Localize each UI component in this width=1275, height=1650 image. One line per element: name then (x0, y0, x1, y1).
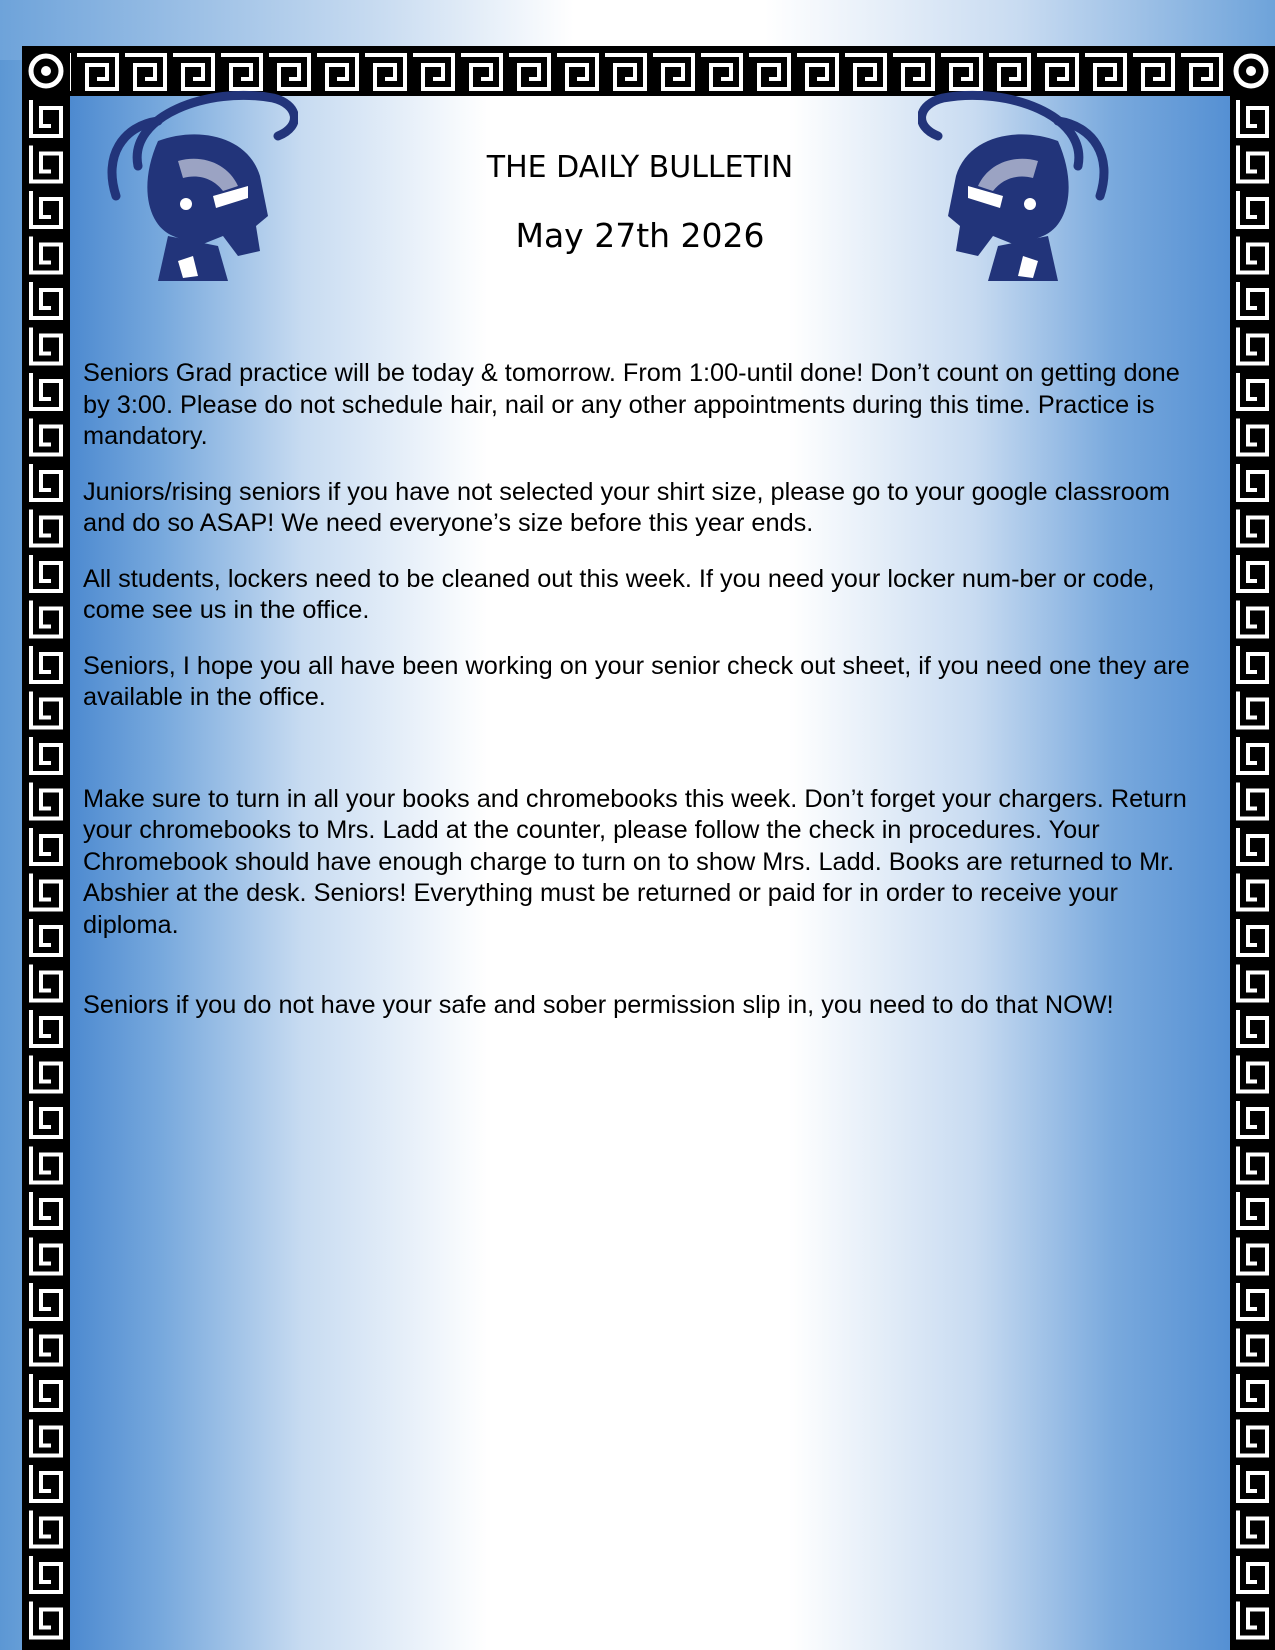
right-trojan-helmet-icon (918, 86, 1118, 296)
greek-key-border-right (1230, 96, 1275, 1650)
announcement-lockers: All students, lockers need to be cleaned out this week. If you need your locker num-ber or code, come see us in the office. (83, 564, 1155, 624)
announcement-grad-practice: Seniors Grad practice will be today & tomorrow. From 1:00-until done! Don’t count on getting done by 3:00. Please do not schedule hair, nail or any other appointments during this time. Practice is mandatory. (83, 359, 1180, 450)
announcement-books-chromebooks: Make sure to turn in all your books and chromebooks this week. Don’t forget your chargers. Return your chromebooks to Mrs. Ladd at the counter, please follow the check in procedures. Your Chromebook should have enough charge to turn on to show Mrs. Ladd. Books are returned to Mr. Abshier at the desk. Seniors! Everything must be returned or paid for in order to receive your diploma. (83, 784, 1187, 939)
announcement-checkout-sheet: Seniors, I hope you all have been working on your senior check out sheet, if you need one they are available in the office. (83, 651, 1190, 711)
bulletin-title: THE DAILY BULLETIN (486, 150, 794, 185)
bulletin-date: May 27th 2026 (515, 216, 765, 255)
announcements-list (83, 358, 1198, 1022)
greek-key-border-left (22, 96, 70, 1650)
announcement-safe-sober: Seniors if you do not have your safe and sober permission slip in, you need to do that NOW! (83, 991, 1114, 1019)
left-trojan-helmet-icon (98, 86, 298, 296)
announcement-shirt-size: Juniors/rising seniors if you have not selected your shirt size, please go to your google classroom and do so ASAP! We need everyone’s size before this year ends. (83, 477, 1170, 537)
